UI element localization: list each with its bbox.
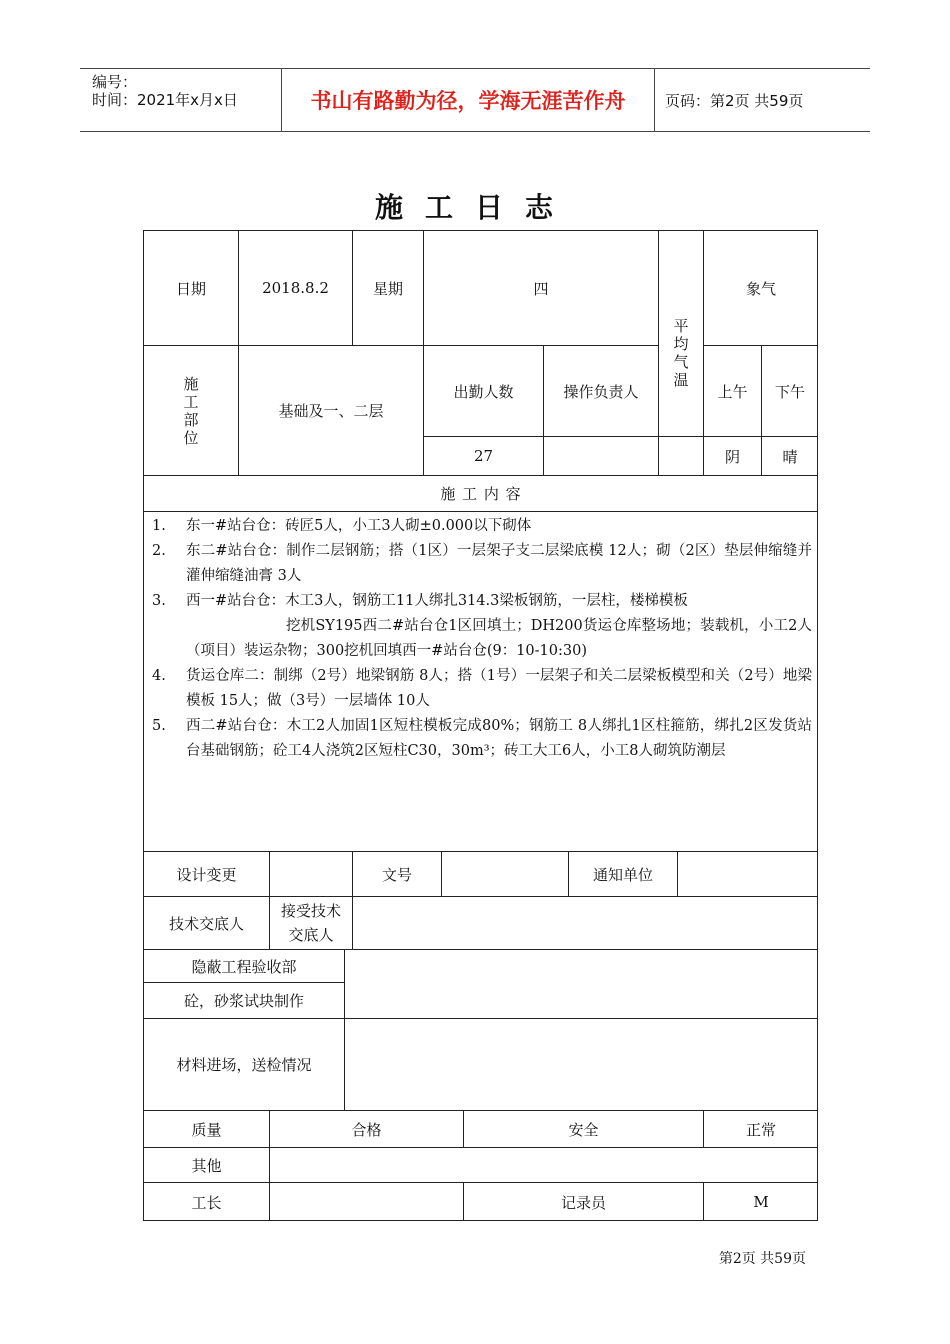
foreman-label: 工长 bbox=[191, 1193, 222, 1212]
quality-value: 合格 bbox=[351, 1120, 382, 1139]
header-motto: 书山有路勤为径，学海无涯苦作舟 bbox=[281, 69, 655, 131]
notice-unit-label: 通知单位 bbox=[592, 865, 653, 884]
morning-label: 上午 bbox=[717, 382, 748, 401]
avg-temp-label: 平 均 气 温 bbox=[673, 317, 689, 389]
material-label: 材料进场，送检情况 bbox=[176, 1056, 312, 1074]
serial-label: 编号： bbox=[92, 73, 138, 91]
afternoon-label: 下午 bbox=[774, 382, 805, 401]
page-header bbox=[80, 68, 870, 132]
list-item: 2. 东二#站台仓：制作二层钢筋；搭（1区）一层架子支二层梁底模 12人；砌（2区）垫层伸缩缝并灌伸缩缝油膏 3人 bbox=[152, 543, 812, 584]
attendance-label: 出勤人数 bbox=[453, 382, 514, 401]
page-footer: 第2页 共59页 bbox=[718, 1251, 806, 1267]
header-page-info: 页码：第2页 共59页 bbox=[665, 91, 804, 110]
doc-no-label: 文号 bbox=[381, 865, 412, 884]
attendance-value: 27 bbox=[473, 447, 494, 465]
list-item: 4. 货运仓库二：制绑（2号）地梁钢筋 8人；搭（1号）一层架子和关二层梁板模型和关（2号）地梁模板 15人；做（3号）一层墙体 10人 bbox=[152, 668, 812, 709]
weather-label: 象气 bbox=[745, 279, 776, 298]
operator-value bbox=[544, 437, 658, 475]
date-value: 2018.8.2 bbox=[262, 279, 329, 297]
mortar-label: 砼，砂浆试块制作 bbox=[183, 992, 304, 1010]
recorder-label: 记录员 bbox=[560, 1193, 606, 1212]
list-item: 1. 东一#站台仓：砖匠5人，小工3人砌±0.000以下砌体 bbox=[152, 518, 532, 534]
hidden-inspection-label: 隐蔽工程验收部 bbox=[191, 957, 297, 976]
quality-label: 质量 bbox=[191, 1120, 222, 1139]
tech-brief-label: 技术交底人 bbox=[168, 914, 244, 933]
page-title: 施工日志 bbox=[374, 191, 575, 224]
list-item: 3. 西一#站台仓：木工3人，钢筋工11人绑扎314.3梁板钢筋，一层柱，楼梯模板 bbox=[152, 593, 688, 609]
time-label: 时间：2021年x月x日 bbox=[92, 91, 238, 109]
morning-weather: 阴 bbox=[724, 447, 740, 466]
tech-receiver-label: 接受技术 交底人 bbox=[280, 902, 341, 944]
location-label: 施 工 部 位 bbox=[183, 374, 199, 447]
safety-value: 正常 bbox=[745, 1120, 776, 1139]
other-label: 其他 bbox=[191, 1156, 222, 1175]
construction-log-table bbox=[143, 230, 818, 1221]
location-value: 基础及一、二层 bbox=[278, 402, 384, 420]
afternoon-weather: 晴 bbox=[782, 447, 798, 466]
date-label: 日期 bbox=[175, 279, 206, 298]
content-list bbox=[152, 514, 812, 764]
weekday-value: 四 bbox=[533, 279, 549, 298]
operator-label: 操作负责人 bbox=[563, 382, 639, 401]
header-meta bbox=[80, 69, 280, 131]
weekday-label: 星期 bbox=[372, 279, 403, 298]
safety-label: 安全 bbox=[568, 1120, 599, 1139]
list-item: 5. 西二#站台仓：木工2人加固1区短柱模板完成80%；钢筋工 8人绑扎1区柱箍筋，绑扎2区发货站台基础钢筋；砼工4人浇筑2区短柱C30，30m³；砖工大工6人，小工8人砌筑防潮层 bbox=[152, 718, 812, 759]
content-label: 施 工 内 容 bbox=[440, 485, 522, 503]
design-change-label: 设计变更 bbox=[176, 865, 237, 884]
recorder-value: M bbox=[753, 1193, 769, 1211]
list-item: 挖机SY195西二#站台仓1区回填土；DH200货运仓库整场地；装载机，小工2人（项目）装运杂物；300挖机回填西一#站台仓(9：10-10:30) bbox=[186, 618, 812, 659]
